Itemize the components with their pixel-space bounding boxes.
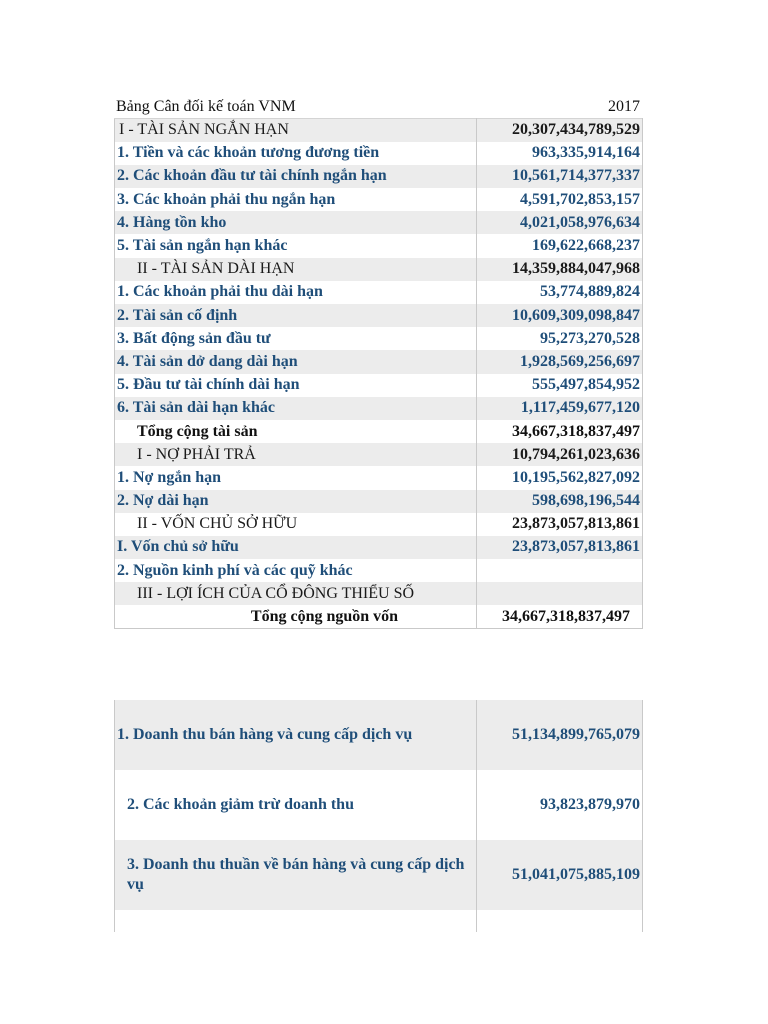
row-label: 6. Tài sản dài hạn khác	[115, 397, 477, 420]
row-label: 1. Tiền và các khoản tương đương tiền	[115, 142, 477, 165]
table-row	[115, 559, 643, 582]
row-label: 1. Các khoản phải thu dài hạn	[115, 281, 477, 304]
row-label: II - TÀI SẢN DÀI HẠN	[115, 258, 477, 281]
table-row	[115, 397, 643, 420]
table-row	[115, 466, 643, 489]
row-label: Tổng cộng tài sản	[115, 420, 477, 443]
row-value: 95,273,270,528	[477, 327, 643, 350]
row-label: 3. Các khoản phải thu ngắn hạn	[115, 188, 477, 211]
table-row	[115, 443, 643, 466]
row-label: 2. Nguồn kinh phí và các quỹ khác	[115, 559, 477, 582]
table-row	[115, 327, 643, 350]
row-value: 10,794,261,023,636	[477, 443, 643, 466]
table-row	[115, 374, 643, 397]
row-value: 93,823,879,970	[477, 770, 643, 840]
row-label: I - TÀI SẢN NGẮN HẠN	[115, 119, 477, 142]
row-value: 51,041,075,885,109	[477, 840, 643, 910]
row-value: 4,021,058,976,634	[477, 211, 643, 234]
table-row	[115, 211, 643, 234]
table-row	[115, 840, 643, 910]
row-label: 1. Doanh thu bán hàng và cung cấp dịch vụ	[115, 700, 477, 770]
row-value: 34,667,318,837,497	[477, 605, 643, 628]
row-label: 2. Các khoản giảm trừ doanh thu	[115, 770, 477, 840]
row-label: Tổng cộng nguồn vốn	[115, 605, 477, 628]
row-value: 23,873,057,813,861	[477, 536, 643, 559]
table-row	[115, 513, 643, 536]
table-row	[115, 770, 643, 840]
row-value: 598,698,196,544	[477, 490, 643, 513]
balance-sheet-year: 2017	[608, 98, 640, 115]
empty-cell	[477, 910, 643, 932]
row-value: 1,117,459,677,120	[477, 397, 643, 420]
table-row-empty	[115, 910, 643, 932]
table-row-total-assets	[115, 420, 643, 443]
row-value: 10,561,714,377,337	[477, 165, 643, 188]
table-row	[115, 281, 643, 304]
row-label: 2. Nợ dài hạn	[115, 490, 477, 513]
table-row	[115, 142, 643, 165]
table-row	[115, 234, 643, 257]
row-value: 20,307,434,789,529	[477, 119, 643, 142]
table-row	[115, 304, 643, 327]
row-value: 51,134,899,765,079	[477, 700, 643, 770]
table-row	[115, 490, 643, 513]
table-row	[115, 258, 643, 281]
row-value: 10,609,309,098,847	[477, 304, 643, 327]
row-value: 1,928,569,256,697	[477, 350, 643, 373]
table-row	[115, 119, 643, 142]
row-label: 5. Đầu tư tài chính dài hạn	[115, 374, 477, 397]
balance-sheet-header	[114, 96, 642, 118]
row-value: 169,622,668,237	[477, 234, 643, 257]
row-label: 4. Tài sản dở dang dài hạn	[115, 350, 477, 373]
row-value: 14,359,884,047,968	[477, 258, 643, 281]
table-row	[115, 350, 643, 373]
table-row-total-capital	[115, 605, 643, 628]
row-label: I. Vốn chủ sở hữu	[115, 536, 477, 559]
row-value: 10,195,562,827,092	[477, 466, 643, 489]
row-label: 2. Tài sản cố định	[115, 304, 477, 327]
table-row	[115, 188, 643, 211]
row-label: III - LỢI ÍCH CỦA CỔ ĐÔNG THIỂU SỐ	[115, 582, 477, 605]
empty-cell	[115, 910, 477, 932]
row-value	[477, 559, 643, 582]
table-row	[115, 700, 643, 770]
table-row	[115, 536, 643, 559]
row-label: 5. Tài sản ngắn hạn khác	[115, 234, 477, 257]
balance-sheet-title: Bảng Cân đối kế toán VNM	[116, 98, 296, 115]
row-value: 23,873,057,813,861	[477, 513, 643, 536]
row-value: 555,497,854,952	[477, 374, 643, 397]
row-value: 34,667,318,837,497	[477, 420, 643, 443]
row-value: 53,774,889,824	[477, 281, 643, 304]
row-label: 3. Bất động sản đầu tư	[115, 327, 477, 350]
table-row	[115, 582, 643, 605]
row-label: 3. Doanh thu thuần về bán hàng và cung cấp dịch vụ	[115, 840, 477, 910]
row-label: 2. Các khoản đầu tư tài chính ngắn hạn	[115, 165, 477, 188]
table-row	[115, 165, 643, 188]
row-value	[477, 582, 643, 605]
balance-sheet-table	[114, 118, 643, 629]
row-label: 1. Nợ ngắn hạn	[115, 466, 477, 489]
row-value: 963,335,914,164	[477, 142, 643, 165]
row-label: I - NỢ PHẢI TRẢ	[115, 443, 477, 466]
row-label: 4. Hàng tồn kho	[115, 211, 477, 234]
income-statement-table	[114, 700, 643, 932]
row-value: 4,591,702,853,157	[477, 188, 643, 211]
row-label: II - VỐN CHỦ SỞ HỮU	[115, 513, 477, 536]
